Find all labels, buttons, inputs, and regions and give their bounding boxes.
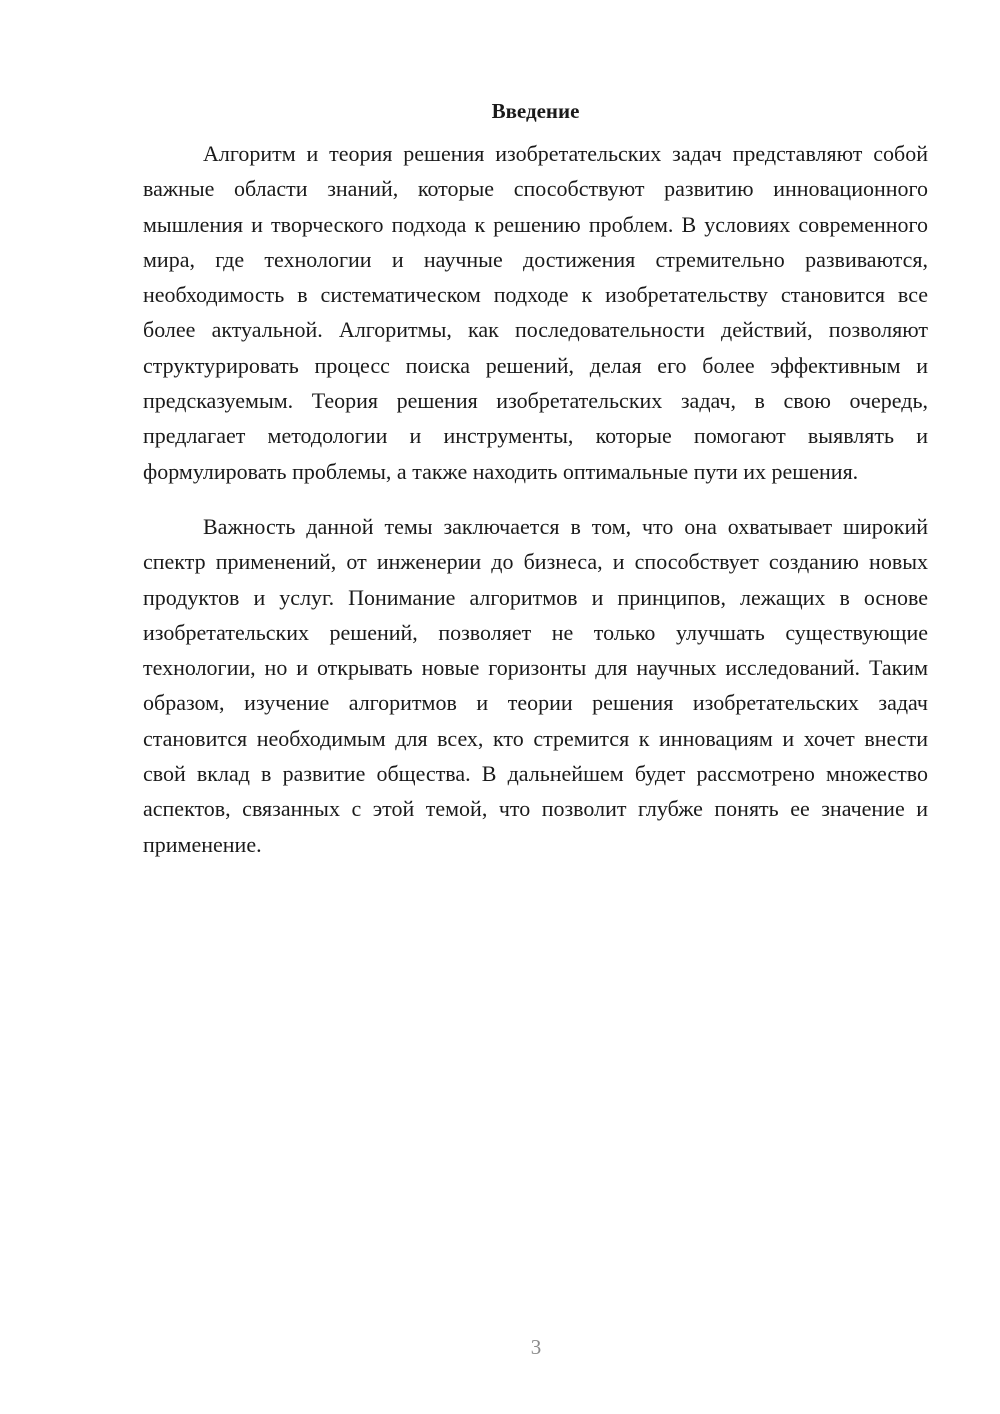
paragraph-intro: Алгоритм и теория решения изобретательских задач представляют собой важные области знаний, которые способствуют развитию инновационного мышления и творческого подхода к решению проблем. В условиях современного мира, где технологии и научные достижения стремительно развиваются, необходимость в систематическом подходе к изобретательству становится все более актуальной. Алгоритмы, как последовательности действий, позволяют структурировать процесс поиска решений, делая его более эффективным и предсказуемым. Теория решения изобретательских задач, в свою очередь, предлагает методологии и инструменты, которые помогают выявлять и формулировать проблемы, а также находить оптимальные пути их решения. [143, 141, 928, 484]
section-heading: Введение [491, 99, 580, 123]
paragraph-importance: Важность данной темы заключается в том, что она охватывает широкий спектр применений, от инженерии до бизнеса, и способствует созданию новых продуктов и услуг. Понимание алгоритмов и принципов, лежащих в основе изобретательских решений, позволяет не только улучшать существующие технологии, но и открывать новые горизонты для научных исследований. Таким образом, изучение алгоритмов и теории решения изобретательских задач становится необходимым для всех, кто стремится к инновациям и хочет внести свой вклад в развитие общества. В дальнейшем будет рассмотрено множество аспектов, связанных с этой темой, что позволит глубже понять ее значение и применение. [143, 513, 928, 857]
page-number: 3 [530, 1335, 542, 1359]
page-content [143, 96, 928, 862]
